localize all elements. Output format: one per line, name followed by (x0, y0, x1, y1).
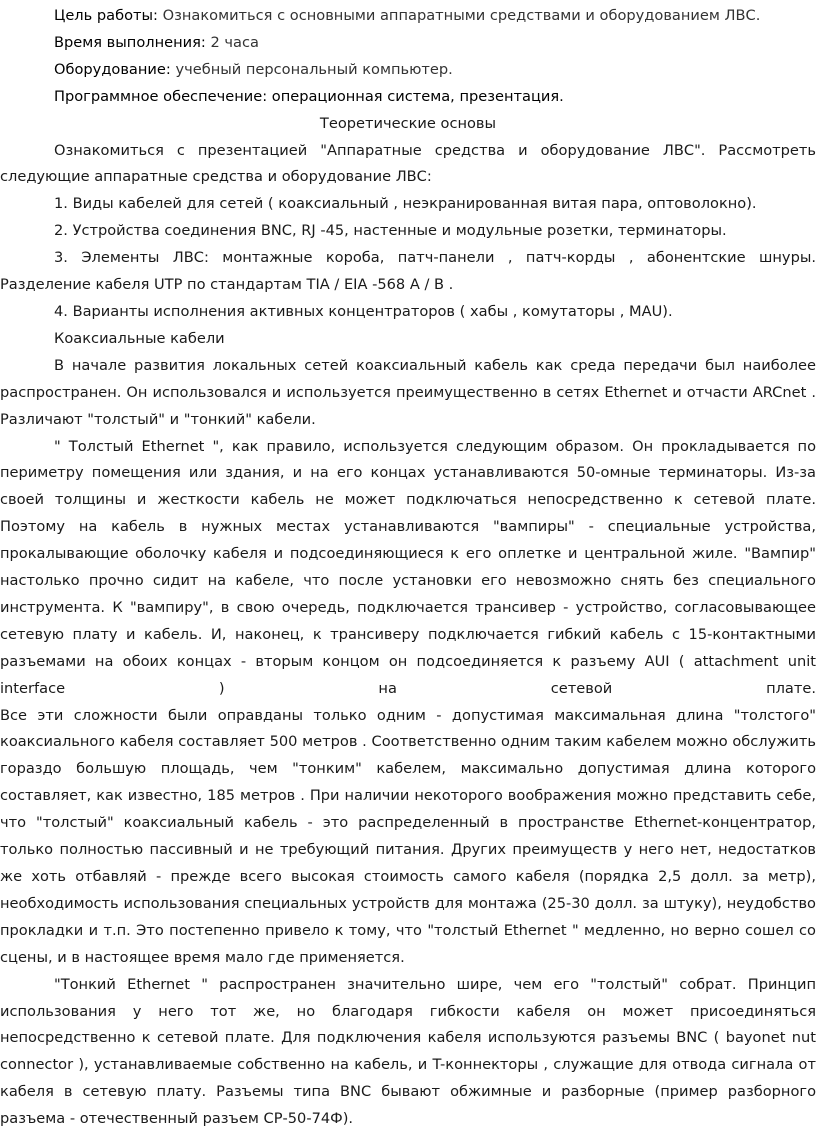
equipment-value: учебный персональный компьютер. (170, 60, 453, 78)
time-label: Время выполнения: (54, 33, 206, 51)
goal-label: Цель работы: (54, 7, 158, 24)
paragraph-2a-text: " Толстый Ethernet ", как правило, используется следующим образом. Он прокладывается по периметру помещения или здания, и на его концах устанавливаются 50-омные терминаторы. Из-за своей толщины и жесткости кабель не может подключаться непосредственно к сетевой плате. Поэтому на кабель в нужных местах устанавливаются "вампиры" - специальные устройства, прокалывающие оболочку кабеля и подсоединяющиеся к его оплетке и центральной жиле. "Вампир" настолько прочно сидит на кабеле, что после установки его невозможно снять без специального инструмента. К "вампиру", в свою очередь, подключается трансивер - устройство, согласовывающее сетевую плату и кабель. И, наконец, к трансиверу подключается гибкий кабель с 15-контактными разъемами на обоих концах - вторым концом он подсоединяется к разъему AUI ( attachment unit interface ) на сетевой плате. (0, 437, 816, 697)
equipment-label: Оборудование: (54, 60, 171, 78)
paragraph-3 (0, 972, 816, 1133)
intro-text: Ознакомиться с презентацией "Аппаратные средства и оборудование ЛВС". Рассмотреть следующие аппаратные средства и оборудование ЛВС: (0, 141, 816, 186)
paragraph-1-text: В начале развития локальных сетей коаксиальный кабель как среда передачи был наиболее распространен. Он использовался и используется преимущественно в сетях Ethernet и отчасти ARCnet . Различают "толстый" и "тонкий" кабели. (0, 356, 816, 428)
list-item: 2. Устройства соединения BNC, RJ -45, настенные и модульные розетки, терминаторы. (54, 222, 727, 240)
time-line (0, 30, 816, 57)
list-item-text: 3. Элементы ЛВС: монтажные короба, патч-панели , патч-корды , абонентские шнуры. Разделение кабеля UTP по стандартам TIA / EIA -568 A / B . (0, 249, 816, 294)
list-item: 4. Варианты исполнения активных концентраторов ( хабы , комутаторы , MAU). (54, 302, 673, 320)
software-line (0, 84, 816, 111)
paragraph-3-text: "Тонкий Ethernet " распространен значительно шире, чем его "толстый" собрат. Принцип использования у него тот же, но благодаря гибкости кабеля он может присоединяться непосредственно к сетевой плате. Для подключения кабеля используются разъемы BNC ( bayonet nut connector ), устанавливаемые собственно на кабель, и T-коннекторы , служащие для отвода сигнала от кабеля в сетевую плату. Разъемы типа BNC бывают обжимные и разборные (пример разборного разъема - отечественный разъем СР-50-74Ф). (0, 975, 816, 1128)
software-label: Программное обеспечение: (54, 87, 268, 105)
goal-value: Ознакомиться с основными аппаратными средствами и оборудованием ЛВС. (157, 7, 761, 24)
paragraph-2a (0, 434, 816, 703)
list-item: 1. Виды кабелей для сетей ( коаксиальный , неэкранированная витая пара, оптоволокно). (54, 195, 757, 213)
goal-line (0, 3, 816, 30)
list-item (0, 245, 816, 299)
paragraph-2b: Все эти сложности были оправданы только одним - допустимая максимальная длина "толстого" коаксиального кабеля составляет 500 метров . Соответственно одним таким кабелем можно обслужить гораздо большую площадь, чем "тонким" кабелем, максимально допустимая длина которого составляет, как известно, 185 метров . При наличии некоторого воображения можно представить себе, что "толстый" коаксиальный кабель - это распределенный в пространстве Ethernet-концентратор, только полностью пассивный и не требующий питания. Других преимуществ у него нет, недостатков же хоть отбавляй - прежде всего высокая стоимость самого кабеля (порядка 2,5 долл. за метр), необходимость использования специальных устройств для монтажа (25-30 долл. за штуку), неудобство прокладки и т.п. Это постепенно привело к тому, что "толстый Ethernet " медленно, но верно сошел со сцены, и в настоящее время мало где применяется. (0, 706, 816, 966)
section-title: Теоретические основы (319, 114, 497, 132)
intro-paragraph (0, 138, 816, 192)
equipment-line (0, 57, 816, 84)
subheading: Коаксиальные кабели (54, 329, 225, 347)
paragraph-1 (0, 353, 816, 434)
software-value: операционная система, презентация. (267, 87, 564, 105)
time-value: 2 часа (205, 33, 259, 51)
